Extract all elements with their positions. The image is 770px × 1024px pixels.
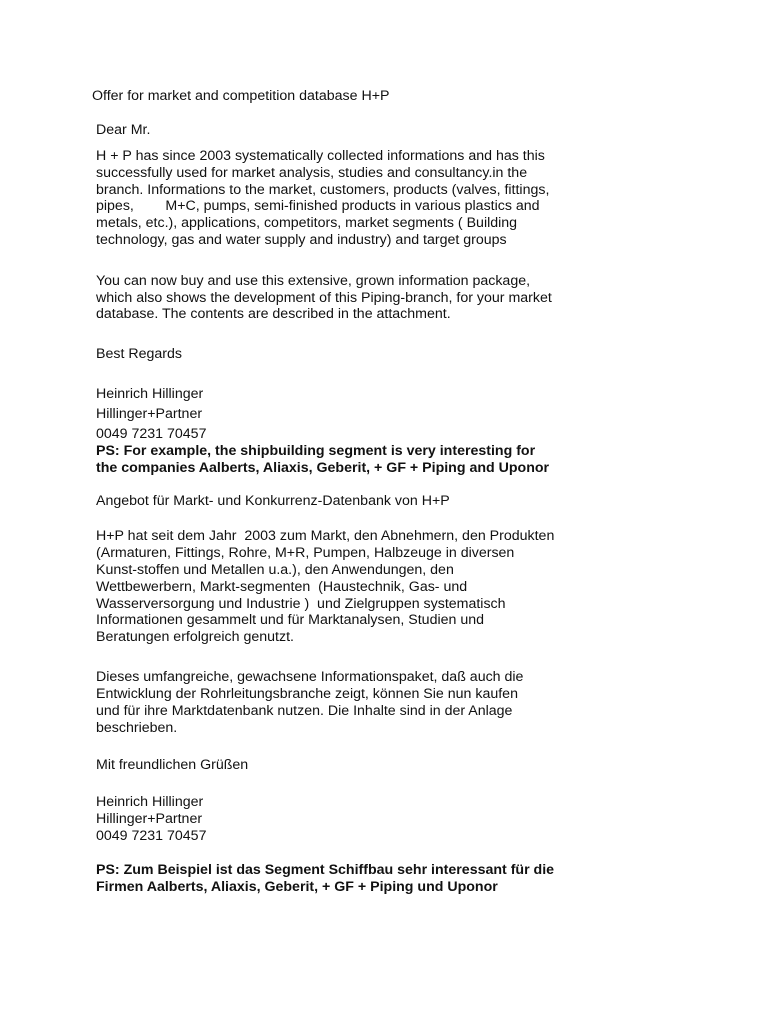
english-para2-line: You can now buy and use this extensive, grown information package,	[96, 273, 531, 289]
german-para1-line: (Armaturen, Fittings, Rohre, M+R, Pumpen, Halbzeuge in diversen	[96, 545, 515, 561]
english-signature-phone: 0049 7231 70457	[96, 426, 207, 442]
german-para1-line: Wasserversorgung und Industrie ) und Zielgruppen systematisch	[96, 596, 506, 612]
german-para2-line: beschrieben.	[96, 720, 178, 736]
english-ps-line: the companies Aalberts, Aliaxis, Geberit, + GF + Piping and Uponor	[96, 460, 550, 476]
german-signature-company: Hillinger+Partner	[96, 811, 203, 827]
german-para2-line: und für ihre Marktdatenbank nutzen. Die Inhalte sind in der Anlage	[96, 703, 513, 719]
german-para1-line: Kunst-stoffen und Metallen u.a.), den Anwendungen, den	[96, 562, 454, 578]
german-signature-phone: 0049 7231 70457	[96, 828, 207, 844]
german-para2-line: Entwicklung der Rohrleitungsbranche zeigt, können Sie nun kaufen	[96, 686, 518, 702]
german-para2-line: Dieses umfangreiche, gewachsene Informationspaket, daß auch die	[96, 669, 524, 685]
german-para1-line: Beratungen erfolgreich genutzt.	[96, 629, 294, 645]
english-signature-company: Hillinger+Partner	[96, 406, 203, 422]
english-closing: Best Regards	[96, 346, 182, 362]
english-para1-line: metals, etc.), applications, competitors, market segments ( Building	[96, 215, 518, 231]
english-ps-line: PS: For example, the shipbuilding segment is very interesting for	[96, 443, 536, 459]
english-para1-line: successfully used for market analysis, studies and consultancy.in the	[96, 165, 528, 181]
english-para1-line: branch. Informations to the market, customers, products (valves, fittings,	[96, 182, 550, 198]
english-para1-line: technology, gas and water supply and industry) and target groups	[96, 232, 507, 248]
english-para2-line: which also shows the development of this Piping-branch, for your market	[96, 290, 552, 306]
english-para2-line: database. The contents are described in the attachment.	[96, 306, 451, 322]
german-title: Angebot für Markt- und Konkurrenz-Datenbank von H+P	[96, 493, 450, 509]
german-para1-line: H+P hat seit dem Jahr 2003 zum Markt, den Abnehmern, den Produkten	[96, 528, 555, 544]
german-ps-line: Firmen Aalberts, Aliaxis, Geberit, + GF + Piping und Uponor	[96, 879, 498, 895]
english-para1-line: H + P has since 2003 systematically collected informations and has this	[96, 148, 545, 164]
english-salutation: Dear Mr.	[96, 122, 151, 138]
english-signature-name: Heinrich Hillinger	[96, 386, 204, 402]
english-para1-line: pipes, M+C, pumps, semi-finished products in various plastics and	[96, 198, 540, 214]
english-title: Offer for market and competition database H+P	[92, 88, 390, 104]
german-para1-line: Wettbewerbern, Markt-segmenten (Haustechnik, Gas- und	[96, 579, 468, 595]
german-ps-line: PS: Zum Beispiel ist das Segment Schiffbau sehr interessant für die	[96, 862, 555, 878]
german-para1-line: Informationen gesammelt und für Marktanalysen, Studien und	[96, 612, 485, 628]
german-signature-name: Heinrich Hillinger	[96, 794, 204, 810]
german-closing: Mit freundlichen Grüßen	[96, 757, 249, 773]
